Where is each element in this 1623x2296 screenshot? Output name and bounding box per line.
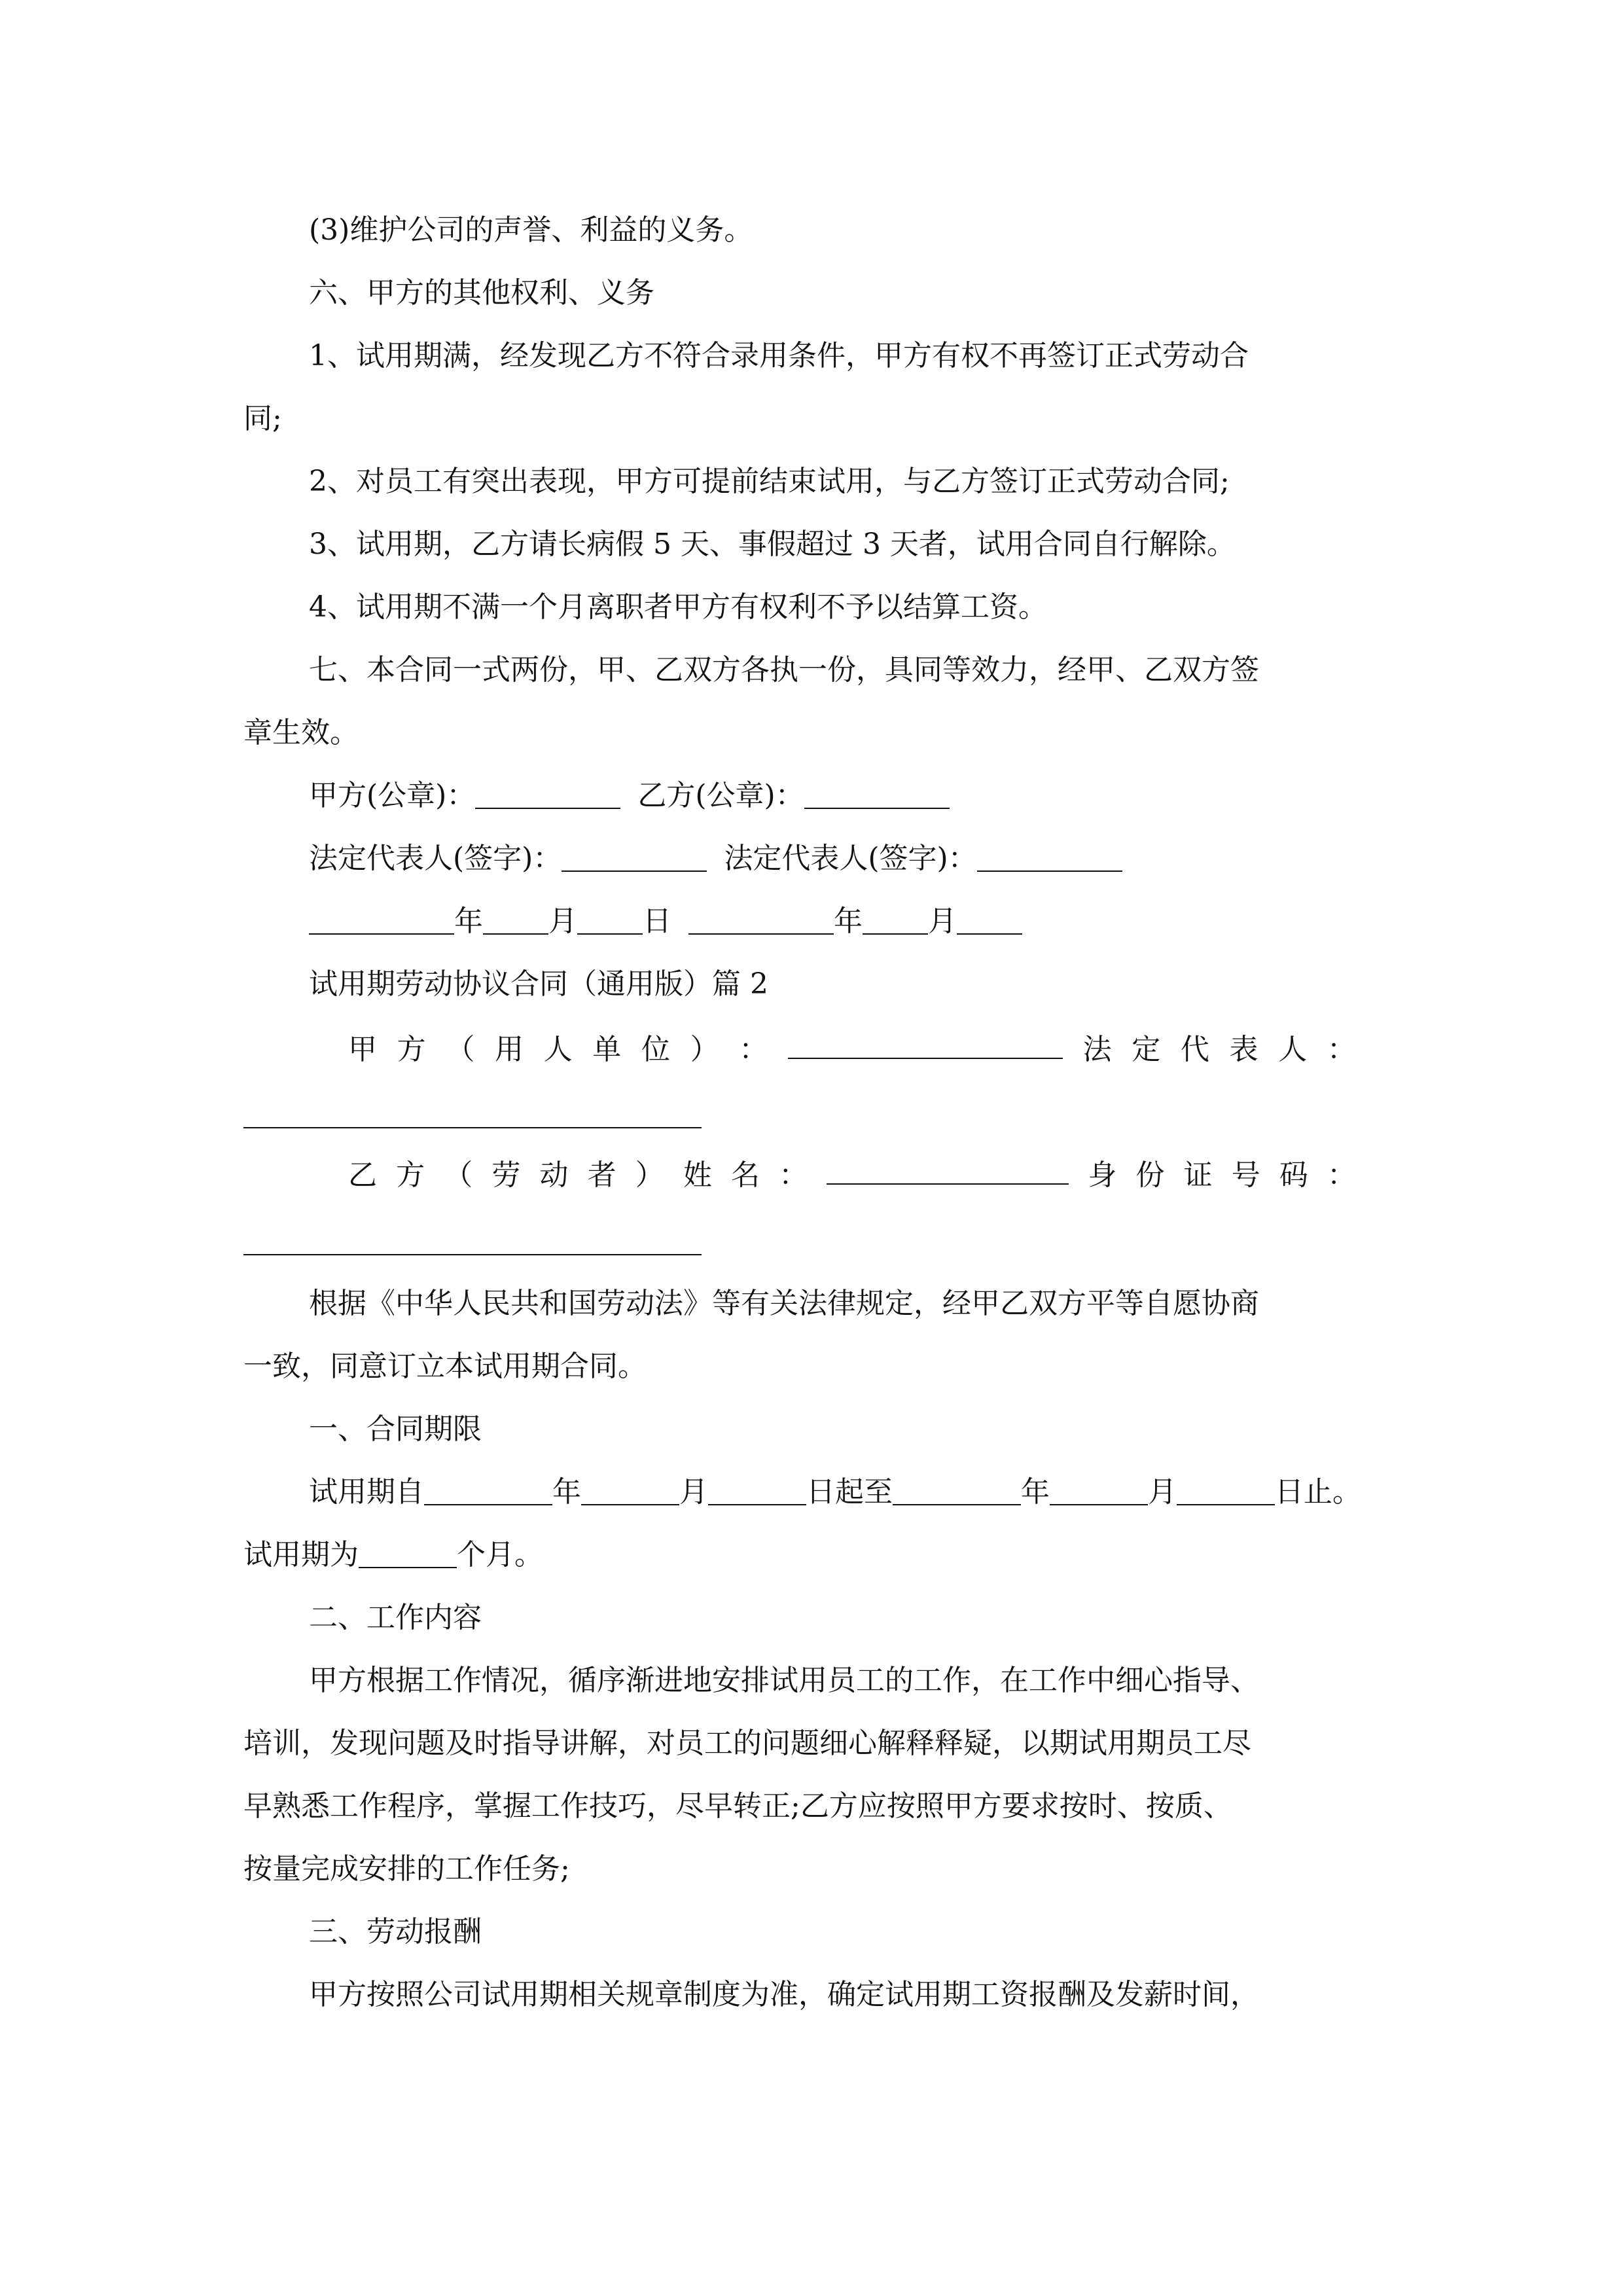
section-2-heading: 二、工作内容 — [309, 1601, 482, 1634]
party-b-label: 名 — [731, 1158, 760, 1192]
party-b-id-label: 份 — [1135, 1158, 1165, 1192]
work-content-4: 按量完成安排的工作任务; — [243, 1852, 570, 1886]
party-a-seal-field[interactable] — [475, 781, 620, 809]
party-a-label: 用 — [494, 1033, 524, 1066]
section-7: 七、本合同一式两份，甲、乙双方各执一份，具同等效力，经甲、乙双方签 — [309, 653, 1259, 687]
party-b-id-label: 身 — [1088, 1158, 1117, 1192]
party-b-label: 劳 — [491, 1158, 521, 1192]
date-b-year-field[interactable] — [688, 907, 834, 935]
party-b-label: ） — [635, 1158, 664, 1192]
party-a-seal-label: 甲方(公章)： — [309, 779, 476, 812]
date-b-day-field[interactable] — [957, 907, 1022, 935]
party-b-id-label: 码 — [1279, 1158, 1308, 1192]
party-a-label: ： — [739, 1033, 768, 1066]
date-a-year-field[interactable] — [309, 907, 454, 935]
party-b-rep-field[interactable] — [977, 844, 1122, 872]
party-a-label: 方 — [397, 1033, 426, 1066]
party-b-line — [348, 1157, 1356, 1194]
party-a-rep-field[interactable] — [243, 1127, 702, 1128]
contract-2-title: 试用期劳动协议合同（通用版）篇 2 — [309, 967, 768, 1001]
date-a-day-label: 日 — [643, 905, 671, 938]
party-b-seal-label: 乙方(公章)： — [637, 779, 804, 812]
party-a-rep-label: 定 — [1132, 1033, 1161, 1066]
party-a-rep-label: 法定代表人(签字)： — [309, 842, 562, 875]
party-b-id-label: 证 — [1183, 1158, 1213, 1192]
party-a-rep-label: 表 — [1229, 1033, 1258, 1066]
party-b-label: 者 — [587, 1158, 616, 1192]
section-6-heading: 六、甲方的其他权利、义务 — [309, 276, 654, 310]
date-a-day-field[interactable] — [577, 907, 643, 935]
party-a-rep-field[interactable] — [562, 844, 707, 872]
term-to-label: 日起至 — [806, 1475, 893, 1509]
end-day-field[interactable] — [1177, 1478, 1275, 1505]
start-year-label: 年 — [552, 1475, 581, 1509]
date-a-month-field[interactable] — [483, 907, 548, 935]
party-a-label: ） — [690, 1033, 719, 1066]
term-line — [309, 1474, 1382, 1511]
work-content-3: 早熟悉工作程序，掌握工作技巧，尽早转正;乙方应按照甲方要求按时、按质、 — [243, 1789, 1232, 1823]
party-a-rep-label: 代 — [1180, 1033, 1209, 1066]
party-a-name-field[interactable] — [788, 1031, 1063, 1059]
preamble-cont: 一致，同意订立本试用期合同。 — [243, 1350, 647, 1383]
party-b-label: 方 — [396, 1158, 425, 1192]
start-day-field[interactable] — [708, 1478, 806, 1505]
clause-6-2: 2、对员工有突出表现，甲方可提前结束试用，与乙方签订正式劳动合同; — [309, 465, 1230, 498]
end-month-field[interactable] — [1050, 1478, 1148, 1505]
clause-6-3: 3、试用期，乙方请长病假 5 天、事假超过 3 天者，试用合同自行解除。 — [309, 528, 1236, 561]
start-month-field[interactable] — [581, 1478, 679, 1505]
end-month-label: 月 — [1148, 1475, 1177, 1509]
party-b-label: 乙 — [348, 1158, 377, 1192]
work-content-2: 培训，发现问题及时指导讲解，对员工的问题细心解释释疑，以期试用期员工尽 — [243, 1727, 1251, 1760]
party-a-label: 位 — [641, 1033, 670, 1066]
party-a-rep-label: ： — [1327, 1033, 1356, 1066]
duration-label: 试用期为 — [243, 1538, 359, 1571]
date-b-year-label: 年 — [834, 905, 863, 938]
remuneration-1: 甲方按照公司试用期相关规章制度为准，确定试用期工资报酬及发薪时间， — [309, 1978, 1259, 2011]
duration-unit-label: 个月。 — [457, 1538, 543, 1571]
party-a-label: （ — [446, 1033, 475, 1066]
party-a-label: 人 — [543, 1033, 573, 1066]
party-b-id-field[interactable] — [243, 1254, 702, 1255]
section-1-heading: 一、合同期限 — [309, 1412, 482, 1446]
date-b-month-label: 月 — [928, 905, 957, 938]
party-b-id-label: 号 — [1231, 1158, 1260, 1192]
duration-months-field[interactable] — [359, 1541, 457, 1568]
date-b-month-field[interactable] — [863, 907, 928, 935]
end-year-field[interactable] — [893, 1478, 1021, 1505]
section-7-cont: 章生效。 — [243, 716, 359, 749]
party-b-label: （ — [444, 1158, 473, 1192]
work-content-1: 甲方根据工作情况，循序渐进地安排试用员工的工作，在工作中细心指导、 — [309, 1664, 1259, 1697]
clause-3-3: (3)维护公司的声誉、利益的义务。 — [309, 213, 753, 247]
date-a-month-label: 月 — [548, 905, 577, 938]
party-a-label: 单 — [592, 1033, 622, 1066]
term-end-label: 日止。 — [1275, 1475, 1361, 1509]
party-b-label: ： — [779, 1158, 808, 1192]
party-b-seal-field[interactable] — [804, 781, 950, 809]
party-b-label: 动 — [539, 1158, 569, 1192]
start-year-field[interactable] — [424, 1478, 552, 1505]
end-year-label: 年 — [1021, 1475, 1050, 1509]
date-a-year-label: 年 — [454, 905, 483, 938]
date-line — [309, 903, 1382, 940]
start-month-label: 月 — [679, 1475, 708, 1509]
preamble: 根据《中华人民共和国劳动法》等有关法律规定，经甲乙双方平等自愿协商 — [309, 1287, 1259, 1320]
party-a-line — [348, 1031, 1356, 1068]
term-start-label: 试用期自 — [309, 1475, 424, 1509]
clause-6-1-cont: 同; — [243, 402, 282, 435]
clause-6-1: 1、试用期满，经发现乙方不符合录用条件，甲方有权不再签订正式劳动合 — [309, 339, 1249, 372]
party-b-rep-label: 法定代表人(签字)： — [724, 842, 977, 875]
party-a-label: 甲 — [348, 1033, 377, 1066]
party-b-name-field[interactable] — [827, 1157, 1069, 1185]
party-b-id-label: ： — [1327, 1158, 1356, 1192]
party-a-rep-label: 法 — [1082, 1033, 1112, 1066]
clause-6-4: 4、试用期不满一个月离职者甲方有权利不予以结算工资。 — [309, 590, 1047, 624]
seal-line — [309, 778, 1382, 814]
representative-line — [309, 840, 1382, 877]
party-b-label: 姓 — [683, 1158, 712, 1192]
section-3-heading: 三、劳动报酬 — [309, 1915, 482, 1948]
party-a-rep-label: 人 — [1278, 1033, 1308, 1066]
duration-line — [243, 1537, 1382, 1573]
